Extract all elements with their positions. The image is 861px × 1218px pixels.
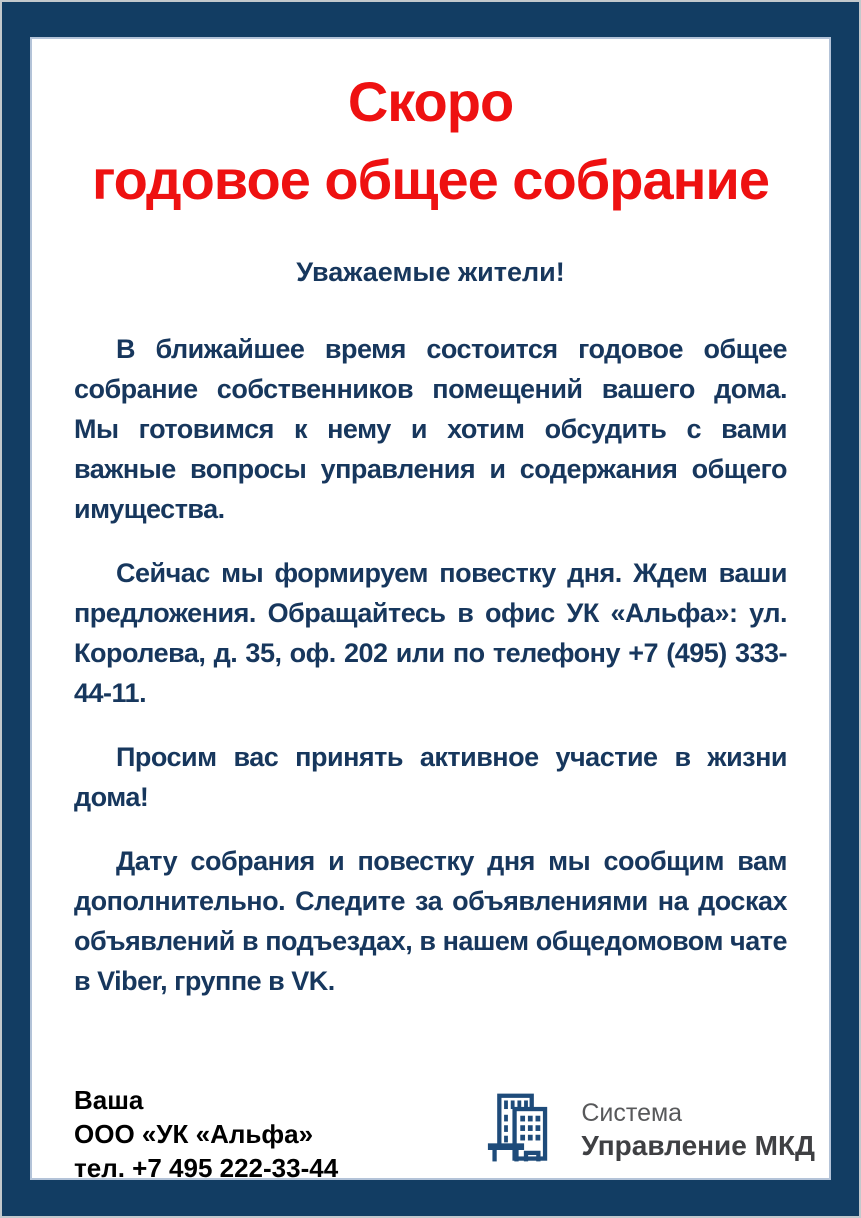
title-line-2: годовое общее собрание [92, 148, 769, 211]
announcement-sheet [32, 39, 829, 1183]
signature-line-3: тел. +7 495 222-33-44 [74, 1153, 339, 1183]
title-line-1: Скоро [347, 70, 514, 133]
logo-text [581, 1098, 815, 1163]
body-paragraph: Сейчас мы формируем повестку дня. Ждем ваши предложения. Обращайтесь в офис УК «Альфа»: ул. Королева, д. 35, оф. 202 или по телефону +7 (495) 333-44-11. [74, 558, 787, 708]
body-paragraph: Просим вас принять активное участие в жизни дома! [74, 742, 787, 812]
page-title [74, 63, 787, 219]
logo-line-2: Управление МКД [581, 1129, 815, 1161]
signature-line-2: ООО «УК «Альфа» [74, 1119, 314, 1149]
salutation: Уважаемые жители! [296, 257, 565, 287]
body-paragraph: В ближайшее время состоится годовое общее собрание собственников помещений вашего дома. Мы готовимся к нему и хотим обсудить с вами важные вопросы управления и содержания общего имущества. [74, 334, 787, 524]
system-mkd-logo [486, 1090, 815, 1170]
signature-line-1: Ваша [74, 1085, 144, 1115]
logo-line-1: Система [581, 1098, 683, 1127]
body-paragraph: Дату собрания и повестку дня мы сообщим вам дополнительно. Следите за объявлениями на досках объявлений в подъездах, в нашем общедомовом чате в Viber, группе в VK. [74, 846, 787, 996]
building-icon [486, 1090, 566, 1170]
